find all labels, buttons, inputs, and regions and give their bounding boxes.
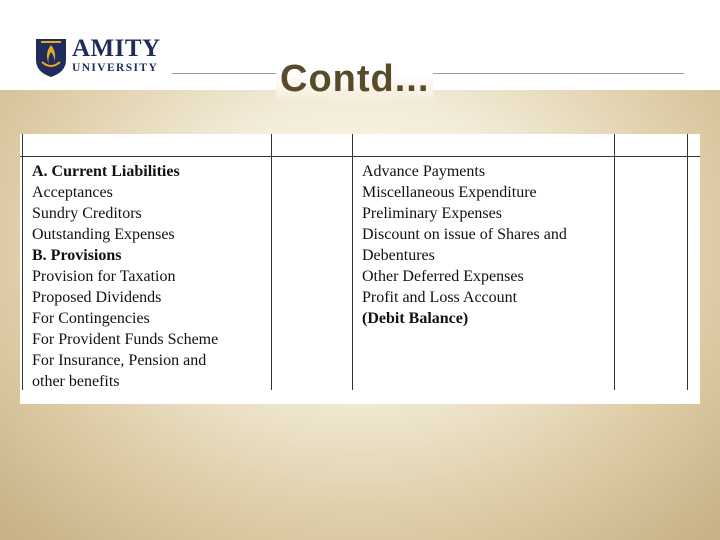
- table-row: For Provident Funds Scheme: [32, 331, 219, 348]
- table-header-rule: [20, 156, 700, 157]
- table-row: For Insurance, Pension and: [32, 352, 207, 369]
- table-row: Acceptances: [32, 184, 113, 201]
- table-row: A. Current Liabilities: [32, 163, 180, 180]
- logo-wordmark: AMITY: [72, 35, 161, 62]
- page-title: Contd...: [276, 57, 433, 101]
- table-row: Advance Payments: [362, 163, 486, 180]
- table-row: Miscellaneous Expenditure: [362, 184, 537, 201]
- table-row: Debentures: [362, 247, 435, 264]
- logo-subtitle: UNIVERSITY: [72, 62, 159, 74]
- table-row: For Contingencies: [32, 310, 150, 327]
- amity-shield-icon: [34, 36, 68, 78]
- table-row: B. Provisions: [32, 247, 122, 264]
- table-row: Other Deferred Expenses: [362, 268, 524, 285]
- table-row: (Debit Balance): [362, 310, 469, 327]
- table-row: other benefits: [32, 373, 120, 390]
- assets-column: [362, 161, 567, 329]
- table-divider: [352, 134, 353, 390]
- liabilities-assets-table: [20, 134, 700, 404]
- table-divider: [271, 134, 272, 390]
- table-row: Profit and Loss Account: [362, 289, 518, 306]
- table-border-right: [687, 134, 688, 390]
- liabilities-column: [32, 161, 218, 392]
- table-divider: [614, 134, 615, 390]
- table-row: Proposed Dividends: [32, 289, 162, 306]
- table-row: Preliminary Expenses: [362, 205, 502, 222]
- table-row: Outstanding Expenses: [32, 226, 175, 243]
- table-row: Sundry Creditors: [32, 205, 142, 222]
- table-border-left: [22, 134, 23, 390]
- table-row: Discount on issue of Shares and: [362, 226, 567, 243]
- table-row: Provision for Taxation: [32, 268, 176, 285]
- amity-logo: [34, 36, 159, 78]
